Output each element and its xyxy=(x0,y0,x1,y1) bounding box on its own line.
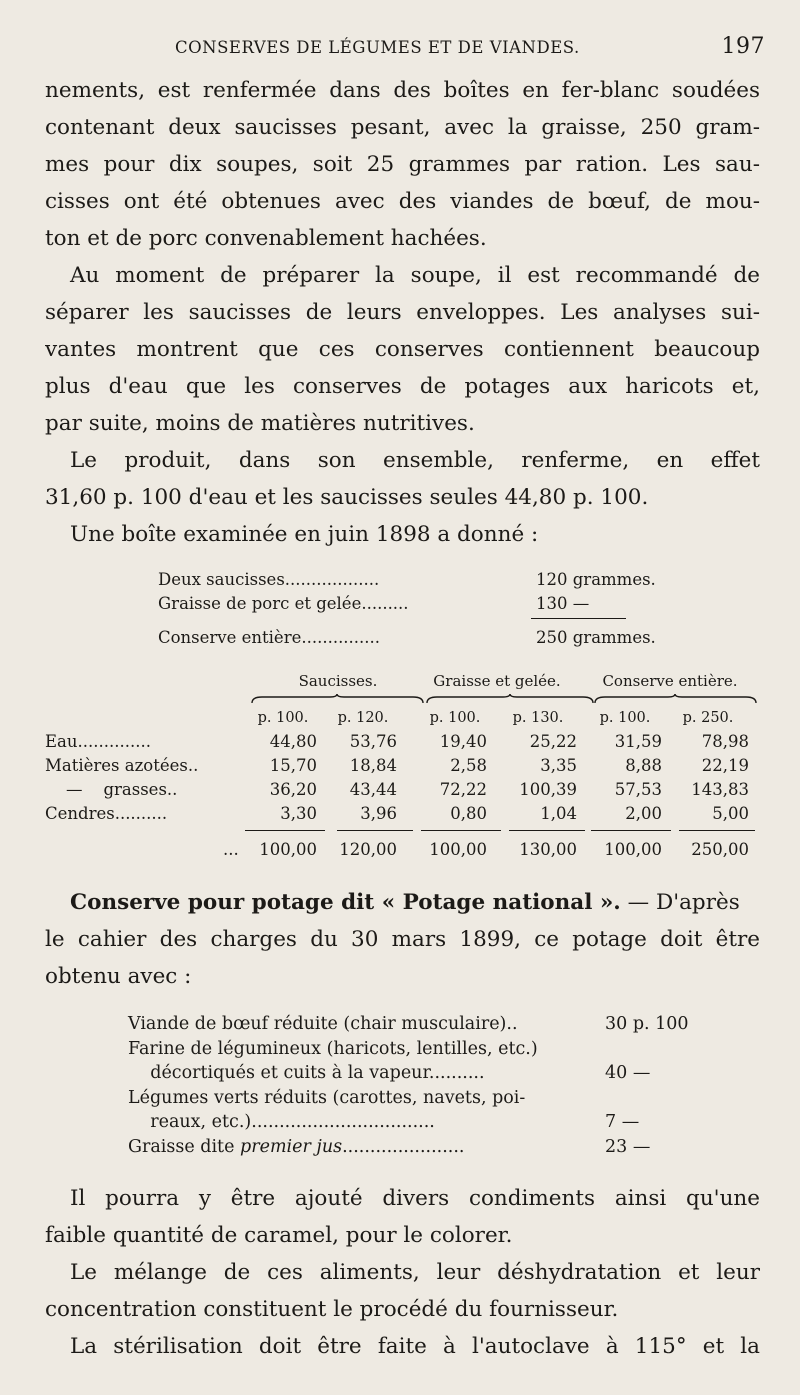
composition-label xyxy=(128,1135,464,1160)
text-line: plus d'eau que les conserves de potages aux haricots et, xyxy=(45,374,760,399)
text-line: Au moment de préparer la soupe, il est recommandé de xyxy=(70,263,760,288)
label-suffix: ...................... xyxy=(342,1136,465,1157)
composition-label: reaux, etc.)................................. xyxy=(128,1112,435,1132)
total-cell: 100,00 xyxy=(259,840,317,859)
composition-row xyxy=(128,1037,688,1062)
cell: 22,19 xyxy=(701,756,749,775)
cell: 15,70 xyxy=(269,756,317,775)
sum-rule xyxy=(245,830,325,831)
cell: 43,44 xyxy=(349,780,397,799)
brace-conserve xyxy=(593,694,758,704)
cell: 5,00 xyxy=(712,804,749,823)
composition-table-2 xyxy=(128,1012,688,1159)
table-row xyxy=(45,754,757,778)
composition-table-1 xyxy=(158,568,678,650)
cell: 53,76 xyxy=(349,732,397,751)
text-line: faible quantité de caramel, pour le colorer. xyxy=(45,1223,513,1248)
text-line: Le mélange de ces aliments, leur déshydratation et leur xyxy=(70,1260,760,1285)
text-line: Une boîte examinée en juin 1898 a donné : xyxy=(70,522,539,547)
composition-value: 30 p. 100 xyxy=(605,1014,689,1034)
cell: 8,88 xyxy=(625,756,662,775)
subheader: p. 100. xyxy=(257,710,309,726)
group-header-graisse: Graisse et gelée. xyxy=(433,672,561,690)
table-row xyxy=(45,802,757,826)
totals-prefix: ... xyxy=(223,840,239,859)
text-line: concentration constituent le procédé du fournisseur. xyxy=(45,1297,619,1322)
cell: 3,30 xyxy=(280,804,317,823)
text-line: obtenu avec : xyxy=(45,964,192,989)
text-line: nements, est renfermée dans des boîtes en fer-blanc soudées xyxy=(45,78,760,103)
composition-label: Deux saucisses.................. xyxy=(158,570,380,589)
sum-rule xyxy=(591,830,671,831)
total-cell: 100,00 xyxy=(429,840,487,859)
cell: 100,39 xyxy=(519,780,577,799)
row-label: Eau.............. xyxy=(45,732,151,751)
composition-value: 7 — xyxy=(605,1112,640,1132)
section-first-line xyxy=(45,884,760,921)
text-line: le cahier des charges du 30 mars 1899, ce potage doit être xyxy=(45,927,760,952)
composition-label: Farine de légumineux (haricots, lentilles, etc.) xyxy=(128,1038,538,1059)
totals-row xyxy=(45,838,757,862)
cell: 78,98 xyxy=(701,732,749,751)
group-header-conserve: Conserve entière. xyxy=(602,672,738,690)
page-header xyxy=(175,32,765,64)
section-text xyxy=(45,884,760,995)
sum-rule xyxy=(421,830,501,831)
sum-rule xyxy=(509,830,585,831)
cell: 2,58 xyxy=(450,756,487,775)
sum-rule xyxy=(337,830,413,831)
section-title: Conserve pour potage dit « Potage national ». xyxy=(70,890,621,915)
composition-row xyxy=(158,568,678,592)
composition-label: Viande de bœuf réduite (chair musculaire).. xyxy=(128,1014,518,1034)
row-label: — grasses.. xyxy=(45,780,178,799)
cell: 3,96 xyxy=(360,804,397,823)
composition-value: 40 — xyxy=(605,1063,651,1083)
composition-value: 120 grammes. xyxy=(536,570,656,589)
cell: 1,04 xyxy=(540,804,577,823)
row-label: Cendres.......... xyxy=(45,804,168,823)
cell: 143,83 xyxy=(691,780,749,799)
sum-rule xyxy=(531,618,626,619)
composition-row xyxy=(158,592,678,616)
text-line: mes pour dix soupes, soit 25 grammes par ration. Les sau- xyxy=(45,152,760,177)
composition-label: décortiqués et cuits à la vapeur.......... xyxy=(128,1063,485,1083)
text-line: par suite, moins de matières nutritives. xyxy=(45,411,475,436)
body-text-bottom xyxy=(45,1180,760,1365)
running-title: CONSERVES DE LÉGUMES ET DE VIANDES. xyxy=(175,38,580,57)
total-cell: 130,00 xyxy=(519,840,577,859)
cell: 19,40 xyxy=(439,732,487,751)
cell: 0,80 xyxy=(450,804,487,823)
text-line: 31,60 p. 100 d'eau et les saucisses seules 44,80 p. 100. xyxy=(45,485,649,510)
cell: 31,59 xyxy=(614,732,662,751)
text-line: Il pourra y être ajouté divers condiments ainsi qu'une xyxy=(70,1186,760,1211)
text-fragment: — D'après xyxy=(627,890,740,915)
composition-row xyxy=(128,1012,688,1037)
label-prefix: Graisse dite xyxy=(128,1136,241,1157)
text-line: contenant deux saucisses pesant, avec la graisse, 250 gram- xyxy=(45,115,760,140)
cell: 36,20 xyxy=(269,780,317,799)
cell: 2,00 xyxy=(625,804,662,823)
composition-value: 23 — xyxy=(605,1136,651,1157)
composition-value: 130 — xyxy=(536,594,590,613)
brace-saucisses xyxy=(250,694,425,704)
total-cell: 120,00 xyxy=(339,840,397,859)
total-cell: 250,00 xyxy=(691,840,749,859)
total-cell: 100,00 xyxy=(604,840,662,859)
composition-value: 250 grammes. xyxy=(536,628,656,647)
brace-graisse xyxy=(425,694,595,704)
composition-row xyxy=(128,1086,688,1111)
cell: 25,22 xyxy=(529,732,577,751)
page-number: 197 xyxy=(721,34,765,59)
text-line: séparer les saucisses de leurs enveloppes. Les analyses sui- xyxy=(45,300,760,325)
composition-row xyxy=(128,1061,688,1086)
text-line: cisses ont été obtenues avec des viandes de bœuf, de mou- xyxy=(45,189,760,214)
composition-label: Conserve entière............... xyxy=(158,628,381,647)
table-row xyxy=(45,778,757,802)
group-header-saucisses: Saucisses. xyxy=(298,672,378,690)
sum-rule xyxy=(679,830,755,831)
subheader: p. 130. xyxy=(512,710,564,726)
text-line: vantes montrent que ces conserves contiennent beaucoup xyxy=(45,337,760,362)
composition-label: Graisse de porc et gelée......... xyxy=(158,594,409,613)
subheader: p. 120. xyxy=(337,710,389,726)
subheader: p. 100. xyxy=(429,710,481,726)
cell: 57,53 xyxy=(614,780,662,799)
composition-row xyxy=(128,1135,688,1160)
text-line: La stérilisation doit être faite à l'autoclave à 115° et la xyxy=(70,1334,760,1359)
cell: 44,80 xyxy=(269,732,317,751)
composition-row xyxy=(158,626,678,650)
body-text-top xyxy=(45,72,760,553)
subheader: p. 250. xyxy=(682,710,734,726)
composition-row xyxy=(128,1110,688,1135)
row-label: Matières azotées.. xyxy=(45,756,199,775)
label-italic: premier jus xyxy=(240,1136,343,1157)
cell: 72,22 xyxy=(439,780,487,799)
subheader: p. 100. xyxy=(599,710,651,726)
text-line: Le produit, dans son ensemble, renferme, en effet xyxy=(70,448,760,473)
table-row xyxy=(45,730,757,754)
text-line: ton et de porc convenablement hachées. xyxy=(45,226,487,251)
cell: 3,35 xyxy=(540,756,577,775)
cell: 18,84 xyxy=(349,756,397,775)
composition-label: Légumes verts réduits (carottes, navets, poi- xyxy=(128,1087,526,1108)
